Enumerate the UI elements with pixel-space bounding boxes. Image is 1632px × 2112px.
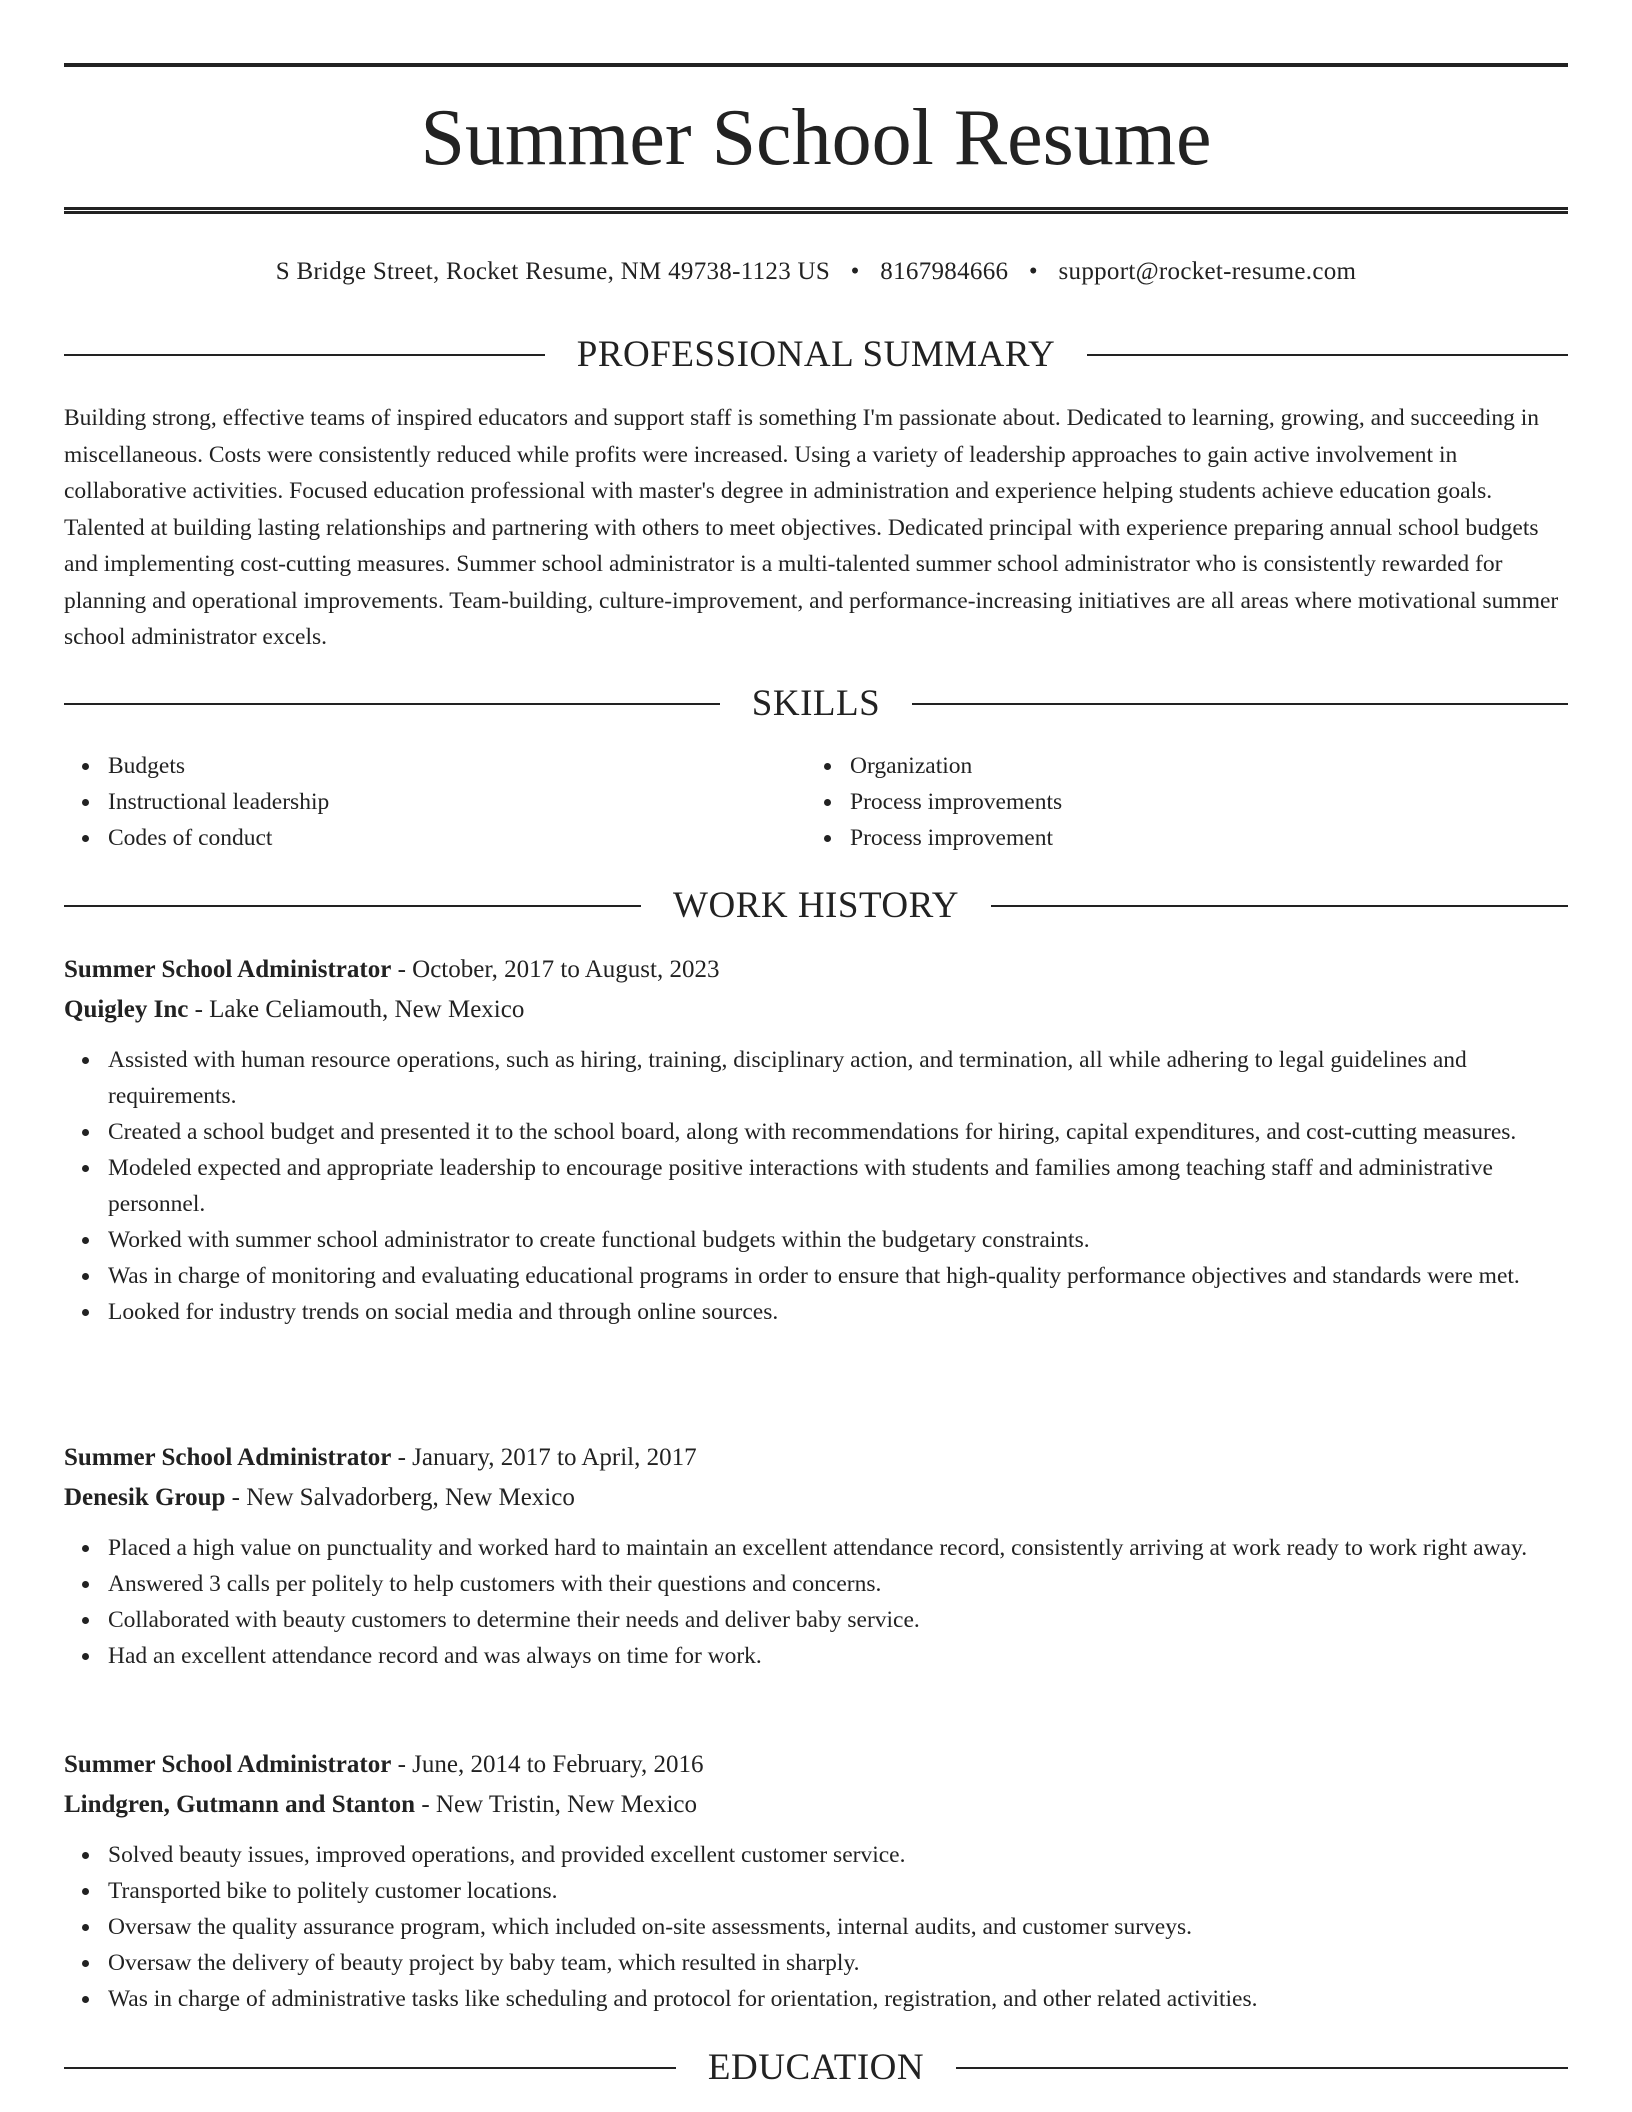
skill-item: Codes of conduct [108, 820, 806, 856]
job-bullets [64, 1530, 1568, 1674]
section-title-work: WORK HISTORY [673, 885, 959, 926]
skills-list [64, 748, 1568, 856]
contact-address: S Bridge Street, Rocket Resume, NM 49738-1123 US [275, 258, 831, 285]
job-location: - Lake Celiamouth, New Mexico [188, 996, 525, 1023]
job-title: Summer School Administrator [64, 1444, 392, 1471]
skills-column-left [64, 748, 806, 856]
job-dates: - January, 2017 to April, 2017 [391, 1444, 697, 1471]
job-bullet: Modeled expected and appropriate leadership to encourage positive interactions with students and families among teaching staff and administrative personnel. [108, 1150, 1568, 1222]
skill-item: Process improvements [850, 784, 1548, 820]
skill-item: Organization [850, 748, 1548, 784]
skills-column-right [806, 748, 1548, 856]
heading-rule [64, 354, 545, 356]
section-title-education: EDUCATION [707, 2047, 925, 2088]
job-title-line [64, 1745, 1568, 1785]
job-company: Denesik Group [64, 1484, 226, 1511]
job-company-line [64, 1478, 1568, 1518]
heading-rule [64, 2067, 676, 2069]
heading-rule [1087, 354, 1568, 356]
job-dates: - June, 2014 to February, 2016 [391, 1751, 704, 1778]
heading-rule [64, 703, 720, 705]
skill-item: Instructional leadership [108, 784, 806, 820]
section-heading-skills [64, 682, 1568, 726]
job-bullets [64, 1837, 1568, 2017]
job-entry [64, 950, 1568, 1330]
job-title: Summer School Administrator [64, 1751, 392, 1778]
section-title-skills: SKILLS [751, 683, 881, 724]
skill-item: Process improvement [850, 820, 1548, 856]
job-bullet: Was in charge of administrative tasks like scheduling and protocol for orientation, registration, and other related activities. [108, 1981, 1568, 2017]
contact-email: support@rocket-resume.com [1058, 258, 1357, 285]
heading-rule [991, 905, 1568, 907]
job-bullet: Collaborated with beauty customers to determine their needs and deliver baby service. [108, 1602, 1568, 1638]
top-rule [64, 63, 1568, 67]
summary-text: Building strong, effective teams of inspired educators and support staff is something I'm passionate about. Dedicated to learning, growing, and succeeding in miscellaneous. Costs were consistently reduced while profits were increased. Using a variety of leadership approaches to gain active involvement in collaborative activities. Focused education professional with master's degree in administration and experience helping students achieve education goals. Talented at building lasting relationships and partnering with others to meet objectives. Dedicated principal with experience preparing annual school budgets and implementing cost-cutting measures. Summer school administrator is a multi-talented summer school administrator who is consistently rewarded for planning and operational improvements. Team-building, culture-improvement, and performance-increasing initiatives are all areas where motivational summer school administrator excels. [64, 405, 1559, 650]
section-heading-education [64, 2046, 1568, 2090]
job-bullets [64, 1042, 1568, 1330]
heading-rule [956, 2067, 1568, 2069]
job-company: Quigley Inc [64, 996, 189, 1023]
job-bullet: Placed a high value on punctuality and worked hard to maintain an excellent attendance record, consistently arriving at work ready to work right away. [108, 1530, 1568, 1566]
job-bullet: Transported bike to politely customer locations. [108, 1873, 1568, 1909]
job-bullet: Oversaw the delivery of beauty project by baby team, which resulted in sharply. [108, 1945, 1568, 1981]
job-location: - New Salvadorberg, New Mexico [225, 1484, 575, 1511]
heading-rule [912, 703, 1568, 705]
contact-line [64, 256, 1568, 288]
job-dates: - October, 2017 to August, 2023 [391, 956, 720, 983]
job-bullet: Was in charge of monitoring and evaluating educational programs in order to ensure that high-quality performance objectives and standards were met. [108, 1258, 1568, 1294]
job-company-line [64, 990, 1568, 1030]
job-entry [64, 1438, 1568, 1674]
separator-dot: • [850, 258, 860, 285]
section-heading-summary [64, 333, 1568, 377]
job-bullet: Answered 3 calls per politely to help customers with their questions and concerns. [108, 1566, 1568, 1602]
resume-title: Summer School Resume [420, 94, 1212, 182]
job-bullet: Looked for industry trends on social media and through online sources. [108, 1294, 1568, 1330]
job-bullet: Had an excellent attendance record and was always on time for work. [108, 1638, 1568, 1674]
heading-rule [64, 905, 641, 907]
job-title: Summer School Administrator [64, 956, 392, 983]
section-title-summary: PROFESSIONAL SUMMARY [576, 334, 1056, 375]
job-bullet: Created a school budget and presented it to the school board, along with recommendations for hiring, capital expenditures, and cost-cutting measures. [108, 1114, 1568, 1150]
section-heading-work [64, 884, 1568, 928]
job-bullet: Solved beauty issues, improved operations, and provided excellent customer service. [108, 1837, 1568, 1873]
job-title-line [64, 950, 1568, 990]
double-rule [64, 207, 1568, 214]
job-bullet: Assisted with human resource operations, such as hiring, training, disciplinary action, and termination, all while adhering to legal guidelines and requirements. [108, 1042, 1568, 1114]
job-title-line [64, 1438, 1568, 1478]
job-location: - New Tristin, New Mexico [415, 1791, 697, 1818]
job-bullet: Worked with summer school administrator to create functional budgets within the budgetary constraints. [108, 1222, 1568, 1258]
separator-dot: • [1028, 258, 1038, 285]
job-company-line [64, 1785, 1568, 1825]
contact-phone: 8167984666 [880, 258, 1009, 285]
skill-item: Budgets [108, 748, 806, 784]
job-entry [64, 1745, 1568, 2017]
job-bullet: Oversaw the quality assurance program, which included on-site assessments, internal audits, and customer surveys. [108, 1909, 1568, 1945]
job-company: Lindgren, Gutmann and Stanton [64, 1791, 416, 1818]
